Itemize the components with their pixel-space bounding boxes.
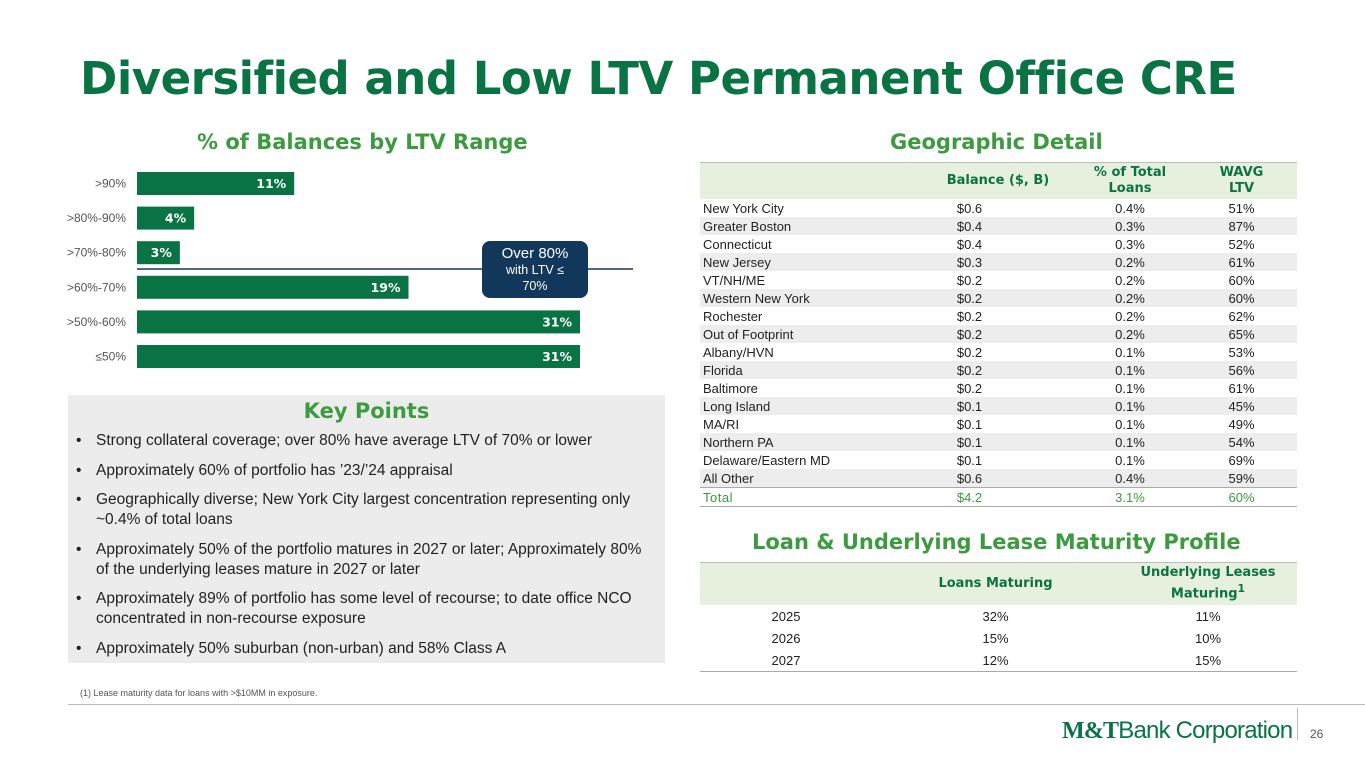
- geo-header-pct: % of Total Loans: [1074, 163, 1186, 200]
- key-point: • Approximately 50% of the portfolio matures in 2027 or later; Approximately 80% of the underlying leases mature in 2027 or later: [96, 540, 656, 580]
- category-label: ≤50%: [95, 349, 126, 364]
- region-cell: Rochester: [703, 308, 763, 324]
- table-row: [700, 325, 1297, 343]
- footer-separator: [1297, 708, 1298, 740]
- wavg-ltv-cell: 62%: [1228, 308, 1255, 324]
- maturity-header-loans: Loans Maturing: [872, 563, 1119, 606]
- geo-header-region: [700, 163, 922, 200]
- bar-value-label: 11%: [256, 176, 287, 191]
- pct-loans-cell: 0.2%: [1074, 289, 1186, 307]
- wavg-ltv-cell: 61%: [1228, 380, 1255, 396]
- balance-cell: $0.2: [922, 361, 1074, 379]
- callout-line2: with LTV ≤: [505, 263, 565, 277]
- category-label: >50%-60%: [66, 314, 126, 329]
- key-points-title: Key Points: [303, 399, 430, 423]
- region-cell: Out of Footprint: [700, 325, 922, 343]
- region-cell: Florida: [700, 361, 922, 379]
- balance-cell: $0.2: [922, 325, 1074, 343]
- pct-loans-cell: 0.2%: [1074, 253, 1186, 271]
- region-cell: Baltimore: [703, 380, 758, 396]
- bar: [137, 276, 409, 299]
- pct-loans-cell: 0.1%: [1074, 361, 1186, 379]
- pct-loans-cell: 0.1%: [1115, 344, 1145, 360]
- loans-maturing-cell: 32%: [982, 608, 1009, 624]
- key-points-list: [68, 431, 656, 668]
- region-cell: New Jersey: [700, 253, 922, 271]
- category-label: >90%: [94, 176, 126, 191]
- table-row: [700, 397, 1297, 415]
- balance-cell: $0.1: [956, 416, 983, 432]
- region-cell: Western New York: [700, 289, 922, 307]
- balance-cell: $0.2: [956, 272, 983, 288]
- bar: [137, 345, 580, 368]
- maturity-title: Loan & Underlying Lease Maturity Profile: [752, 530, 1241, 554]
- table-row: [700, 199, 1297, 217]
- pct-loans-cell: 0.2%: [1115, 308, 1145, 324]
- balance-cell: $0.1: [956, 452, 983, 468]
- balance-cell: $0.4: [922, 217, 1074, 235]
- pct-loans-cell: 3.1%: [1074, 488, 1186, 507]
- wavg-ltv-cell: 49%: [1228, 416, 1255, 432]
- table-row: [700, 307, 1297, 325]
- category-label: >70%-80%: [66, 245, 126, 260]
- bar-value-label: 4%: [164, 210, 187, 226]
- footer-divider: [68, 704, 1365, 705]
- table-row: [700, 217, 1297, 235]
- geo-title: Geographic Detail: [890, 130, 1103, 154]
- page-number: 26: [1310, 727, 1324, 741]
- wavg-ltv-cell: 45%: [1186, 397, 1297, 415]
- key-point: • Strong collateral coverage; over 80% have average LTV of 70% or lower: [96, 431, 656, 451]
- key-point: • Geographically diverse; New York City largest concentration representing only ~0.4% of total loans: [96, 490, 656, 530]
- pct-loans-cell: 0.1%: [1115, 452, 1145, 468]
- wavg-ltv-cell: 59%: [1186, 469, 1297, 488]
- balance-cell: $0.3: [922, 253, 1074, 271]
- bar-value-label: 31%: [542, 349, 572, 364]
- balance-cell: $0.4: [956, 236, 983, 252]
- bar-value-label: 19%: [370, 279, 401, 295]
- balance-cell: $0.6: [922, 469, 1074, 488]
- page-title: Diversified and Low LTV Permanent Office CRE: [80, 52, 1237, 105]
- table-row: [700, 627, 1297, 649]
- geo-header-balance: Balance ($, B): [922, 163, 1074, 200]
- geo-header-row: [700, 163, 1297, 200]
- pct-loans-cell: 0.3%: [1115, 236, 1145, 252]
- wavg-ltv-cell: 51%: [1228, 200, 1255, 216]
- balance-cell: $0.2: [956, 380, 983, 396]
- pct-loans-cell: 0.1%: [1115, 380, 1145, 396]
- balance-cell: $0.2: [922, 289, 1074, 307]
- region-cell: Total: [700, 488, 922, 507]
- maturity-header-leases: Underlying Leases Maturing$^1$: [1119, 563, 1297, 606]
- table-row: [700, 289, 1297, 307]
- year-cell: 2026: [771, 630, 801, 646]
- pct-loans-cell: 0.4%: [1074, 469, 1186, 488]
- wavg-ltv-cell: 52%: [1228, 236, 1255, 252]
- footnote: (1) Lease maturity data for loans with >$10MM in exposure.: [80, 688, 318, 698]
- total-row: [700, 488, 1297, 507]
- pct-loans-cell: 0.1%: [1074, 433, 1186, 451]
- table-row: [700, 379, 1297, 397]
- maturity-header-year: [700, 563, 872, 606]
- wavg-ltv-cell: 60%: [1186, 289, 1297, 307]
- balance-cell: $0.6: [956, 200, 983, 216]
- region-cell: Northern PA: [700, 433, 922, 451]
- wavg-ltv-cell: 65%: [1186, 325, 1297, 343]
- maturity-header-row: [700, 563, 1297, 606]
- balance-cell: $0.1: [922, 397, 1074, 415]
- table-row: [700, 469, 1297, 488]
- table-row: [700, 649, 1297, 672]
- region-cell: Long Island: [700, 397, 922, 415]
- wavg-ltv-cell: 53%: [1228, 344, 1255, 360]
- region-cell: New York City: [703, 200, 784, 216]
- loans-maturing-cell: 12%: [872, 649, 1119, 672]
- table-row: [700, 271, 1297, 289]
- table-row: [700, 415, 1297, 433]
- pct-loans-cell: 0.1%: [1074, 397, 1186, 415]
- bar-value-label: 31%: [542, 314, 572, 330]
- leases-maturing-cell: 11%: [1195, 608, 1221, 624]
- table-row: [700, 343, 1297, 361]
- category-label: >60%-70%: [66, 280, 126, 295]
- pct-loans-cell: 0.2%: [1074, 325, 1186, 343]
- balance-cell: $0.2: [956, 344, 983, 360]
- maturity-table-body: [700, 605, 1297, 672]
- pct-loans-cell: 0.4%: [1115, 200, 1145, 216]
- region-cell: MA/RI: [703, 416, 740, 432]
- balance-cell: $0.2: [956, 308, 983, 324]
- key-point: • Approximately 89% of portfolio has some level of recourse; to date office NCO concentrated in non-recourse exposure: [96, 589, 656, 629]
- pct-loans-cell: 0.2%: [1115, 272, 1145, 288]
- balance-cell: $0.1: [922, 433, 1074, 451]
- category-label: >80%-90%: [66, 211, 126, 226]
- wavg-ltv-cell: 60%: [1228, 272, 1255, 288]
- leases-maturing-cell: 15%: [1119, 649, 1297, 672]
- wavg-ltv-cell: 69%: [1228, 452, 1255, 468]
- region-cell: VT/NH/ME: [703, 272, 766, 288]
- wavg-ltv-cell: 56%: [1186, 361, 1297, 379]
- region-cell: Greater Boston: [700, 217, 922, 235]
- wavg-ltv-cell: 54%: [1186, 433, 1297, 451]
- pct-loans-cell: 0.1%: [1115, 416, 1145, 432]
- wavg-ltv-cell: 87%: [1186, 217, 1297, 235]
- region-cell: Delaware/Eastern MD: [703, 452, 831, 468]
- region-cell: Connecticut: [703, 236, 772, 252]
- wavg-ltv-cell: 61%: [1186, 253, 1297, 271]
- geographic-detail-table: [700, 162, 1297, 507]
- table-row: [700, 253, 1297, 271]
- table-row: [700, 605, 1297, 627]
- key-point: • Approximately 60% of portfolio has ’23/’24 appraisal: [96, 461, 656, 481]
- bar: [137, 310, 580, 333]
- maturity-table: [700, 562, 1297, 672]
- callout-line1: Over 80%: [501, 245, 569, 262]
- year-cell: 2027: [700, 649, 872, 672]
- balance-cell: $4.2: [922, 488, 1074, 507]
- bar-value-label: 3%: [150, 245, 172, 261]
- region-cell: All Other: [700, 469, 922, 488]
- wavg-ltv-cell: 60%: [1186, 488, 1297, 507]
- mt-bank-logo: M&TBank Corporation: [1062, 717, 1293, 744]
- table-row: [700, 433, 1297, 451]
- table-row: [700, 451, 1297, 469]
- over-80-callout: [482, 241, 588, 298]
- geo-table-body: [700, 199, 1297, 507]
- geo-header-ltv: WAVG LTV: [1186, 163, 1297, 200]
- key-points-box: [68, 395, 665, 663]
- year-cell: 2025: [771, 608, 801, 624]
- chart-title: % of Balances by LTV Range: [197, 130, 528, 154]
- key-point: • Approximately 50% suburban (non-urban) and 58% Class A: [96, 639, 656, 659]
- leases-maturing-cell: 10%: [1194, 630, 1222, 646]
- region-cell: Albany/HVN: [703, 344, 774, 360]
- loans-maturing-cell: 15%: [982, 630, 1009, 646]
- callout-line3: 70%: [522, 279, 548, 293]
- table-row: [700, 235, 1297, 253]
- pct-loans-cell: 0.3%: [1074, 217, 1186, 235]
- table-row: [700, 361, 1297, 379]
